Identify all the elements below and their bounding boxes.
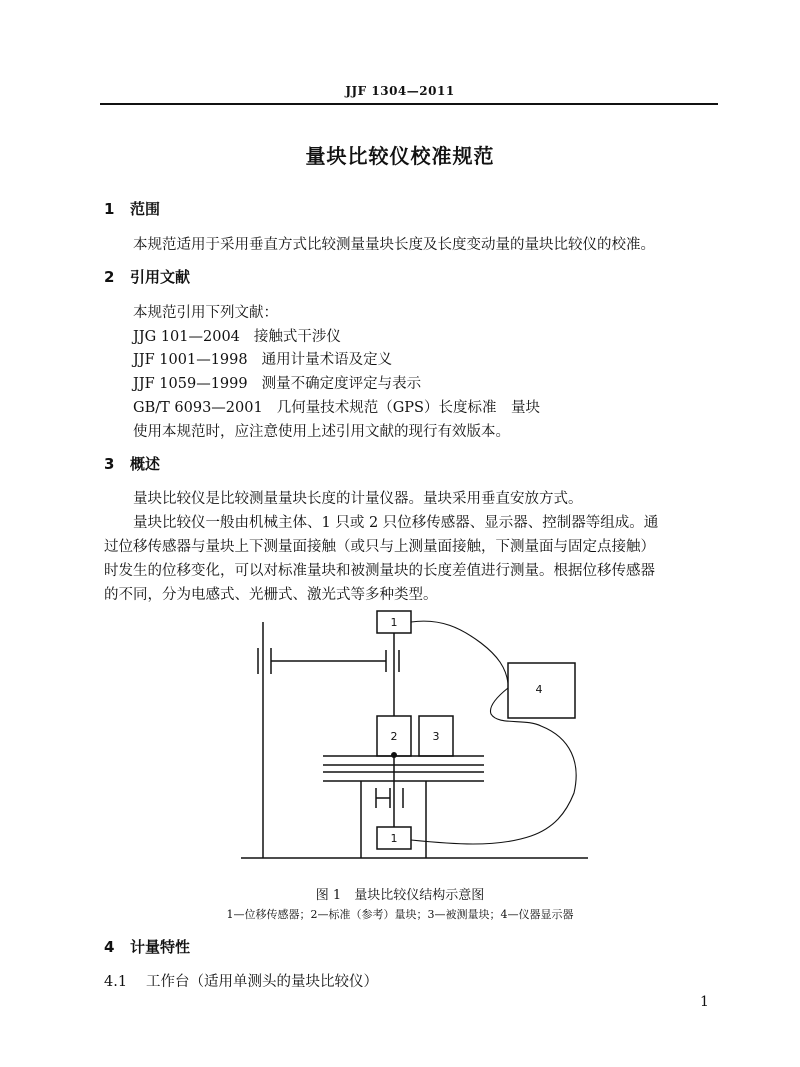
overview-line: 时发生的位移变化，可以对标准量块和被测量块的长度差值进行测量。根据位移传感器: [104, 563, 655, 579]
reference-item: [133, 348, 392, 369]
header-rule: [100, 103, 718, 105]
cable-top-sensor: [411, 621, 508, 683]
comparator-structure-diagram: [236, 608, 596, 870]
reference-code: GB/T 6093—2001: [133, 400, 263, 416]
page-number: 1: [700, 994, 709, 1010]
overview-line: 量块比较仪一般由机械主体、1 只或 2 只位移传感器、显示器、控制器等组成。通: [133, 515, 659, 531]
standard-code: JJF 1304—2011: [345, 84, 455, 98]
reference-code: JJG 101—2004: [133, 329, 240, 345]
overview-paragraph-1: 量块比较仪是比较测量量块长度的计量仪器。量块采用垂直安放方式。: [133, 491, 583, 507]
section-heading-scope: [104, 198, 160, 219]
section-heading-overview: [104, 453, 160, 474]
reference-name: 几何量技术规范（GPS）长度标准 量块: [276, 400, 540, 416]
section-title: 引用文献: [130, 268, 191, 286]
cable-bottom-sensor: [411, 688, 576, 844]
probe-contact-point: [391, 752, 397, 758]
reference-item: [133, 325, 341, 346]
scope-paragraph: 本规范适用于采用垂直方式比较测量量块长度及长度变动量的量块比较仪的校准。: [133, 237, 655, 253]
reference-name: 通用计量术语及定义: [261, 352, 393, 368]
subsection-heading: [104, 970, 378, 991]
label-bottom-sensor: 1: [390, 832, 398, 845]
section-number: 4: [104, 938, 115, 956]
reference-code: JJF 1059—1999: [133, 376, 248, 392]
section-heading-metrology: [104, 936, 190, 957]
label-display: 4: [535, 683, 543, 696]
section-title: 计量特性: [130, 938, 191, 956]
reference-name: 接触式干涉仪: [253, 329, 341, 345]
section-number: 1: [104, 200, 115, 218]
label-top-sensor: 1: [390, 616, 398, 629]
reference-code: JJF 1001—1998: [133, 352, 248, 368]
figure-legend: 1—位移传感器；2—标准（参考）量块；3—被测量块；4—仪器显示器: [226, 908, 574, 921]
section-heading-references: [104, 266, 190, 287]
label-tested-block: 3: [432, 730, 440, 743]
section-title: 概述: [130, 455, 161, 473]
reference-item: [133, 372, 421, 393]
subsection-number: 4.1: [104, 974, 128, 990]
section-number: 3: [104, 455, 115, 473]
figure-caption: 图 1 量块比较仪结构示意图: [315, 888, 485, 903]
document-title: 量块比较仪校准规范: [305, 144, 495, 168]
reference-name: 测量不确定度评定与表示: [261, 376, 422, 392]
overview-line: 过位移传感器与量块上下测量面接触（或只与上测量面接触，下测量面与固定点接触）: [104, 539, 655, 555]
subsection-title: 工作台（适用单测头的量块比较仪）: [146, 974, 378, 990]
label-standard-block: 2: [390, 730, 398, 743]
section-number: 2: [104, 268, 115, 286]
references-intro: 本规范引用下列文献：: [133, 305, 278, 321]
overview-line: 的不同，分为电感式、光栅式、激光式等多种类型。: [104, 587, 438, 603]
section-title: 范围: [130, 200, 161, 218]
reference-item: [133, 396, 540, 417]
references-note: 使用本规范时，应注意使用上述引用文献的现行有效版本。: [133, 424, 510, 440]
